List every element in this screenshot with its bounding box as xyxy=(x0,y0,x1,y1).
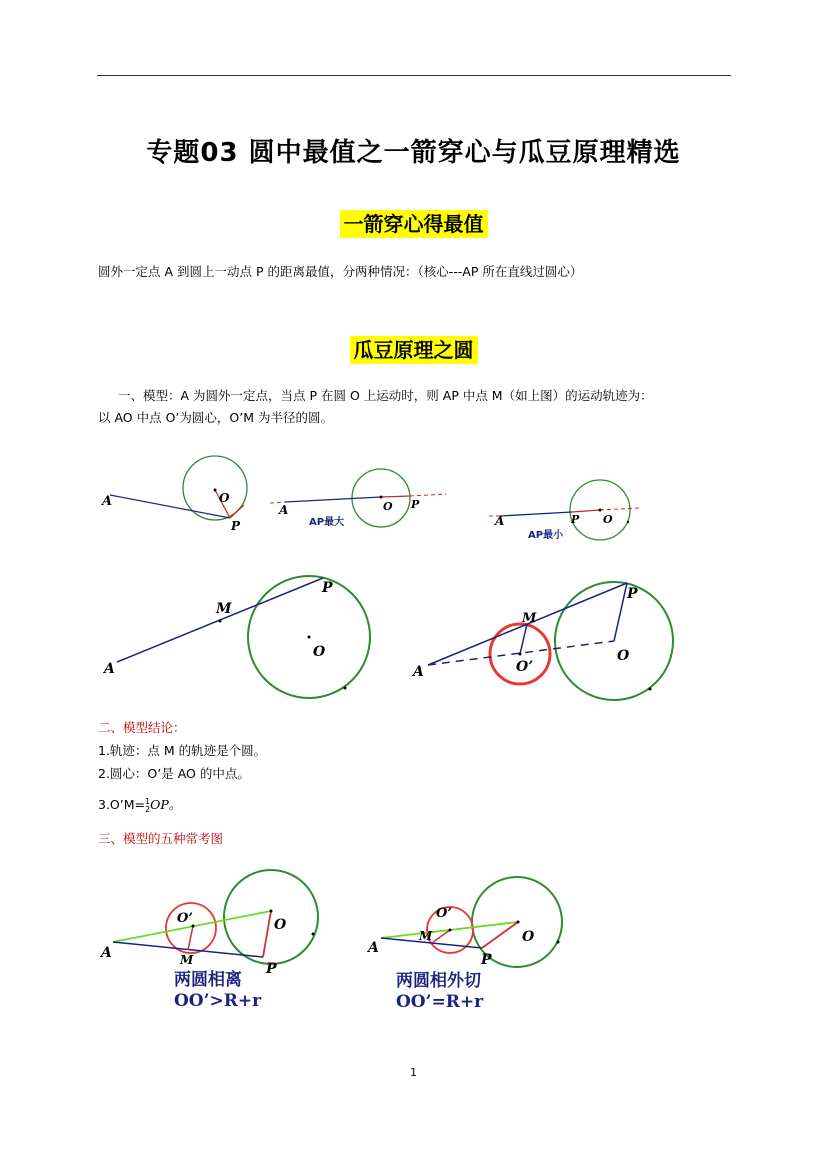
five-cases-heading: 三、模型的五种常考图 xyxy=(98,831,224,846)
label-O-3: O xyxy=(617,648,630,664)
label-A: A xyxy=(102,494,113,509)
conclusion-item-2: 2.圆心：O’是 AO 的中点。 xyxy=(98,766,250,781)
label-A-2: A xyxy=(104,661,115,677)
label-O-c: O xyxy=(603,513,613,526)
label-O-prime-4: O’ xyxy=(177,911,193,926)
case2-formula: OO’=R+r xyxy=(396,992,484,1012)
model-line-2: 以 AO 中点 O’为圆心，O’M 为半径的圆。 xyxy=(98,410,333,425)
page-title: 专题03 圆中最值之一箭穿心与瓜豆原理精选 xyxy=(146,138,681,168)
label-M-5: M xyxy=(419,929,433,943)
model-line-1: 一、模型：A 为圆外一定点，当点 P 在圆 O 上运动时，则 AP 中点 M（如上图）的运动轨迹为： xyxy=(118,388,653,403)
label-P-3: P xyxy=(627,586,638,602)
conclusion-item-3: 3.O’M=1 2OP。 xyxy=(98,796,182,814)
label-P-2: P xyxy=(322,580,333,596)
section1-heading: 一箭穿心得最值 xyxy=(0,208,827,237)
label-O-prime-3: O’ xyxy=(516,659,534,675)
label-M-3: M xyxy=(522,611,537,626)
label-A-b: A xyxy=(279,503,289,517)
caption-ap-min: AP最小 xyxy=(528,530,564,541)
label-P-5: P xyxy=(481,952,492,968)
section2-heading: 瓜豆原理之圆 xyxy=(0,334,827,363)
label-P: P xyxy=(231,519,241,533)
label-A-5: A xyxy=(368,940,379,956)
label-A-3: A xyxy=(413,664,424,680)
case2-title: 两圆相外切 xyxy=(396,971,481,991)
label-O-4: O xyxy=(274,917,287,933)
section1-text: 圆外一定点 A 到圆上一动点 P 的距离最值，分两种情况：（核心---AP 所在直线过圆心） xyxy=(98,264,583,279)
caption-ap-max: AP最大 xyxy=(309,517,345,528)
label-P-c: P xyxy=(571,513,580,526)
label-A-4: A xyxy=(101,945,112,961)
case1-title: 两圆相离 xyxy=(174,970,242,990)
label-M-2: M xyxy=(216,601,232,617)
label-O-prime-5: O’ xyxy=(436,906,452,921)
label-O-5: O xyxy=(522,929,535,945)
fraction: 1 2 xyxy=(145,796,151,814)
label-M-4: M xyxy=(180,953,194,967)
label-A-c: A xyxy=(495,514,505,528)
label-P-b: P xyxy=(411,498,420,511)
label-O-b: O xyxy=(383,500,393,513)
page-number: 1 xyxy=(410,1066,417,1079)
label-O-2: O xyxy=(313,644,326,660)
case1-formula: OO’>R+r xyxy=(174,991,262,1011)
label-O: O xyxy=(219,491,230,505)
conclusion-heading: 二、模型结论： xyxy=(98,720,186,735)
conclusion-item-1: 1.轨迹：点 M 的轨迹是个圆。 xyxy=(98,743,267,758)
label-P-4: P xyxy=(266,961,277,977)
